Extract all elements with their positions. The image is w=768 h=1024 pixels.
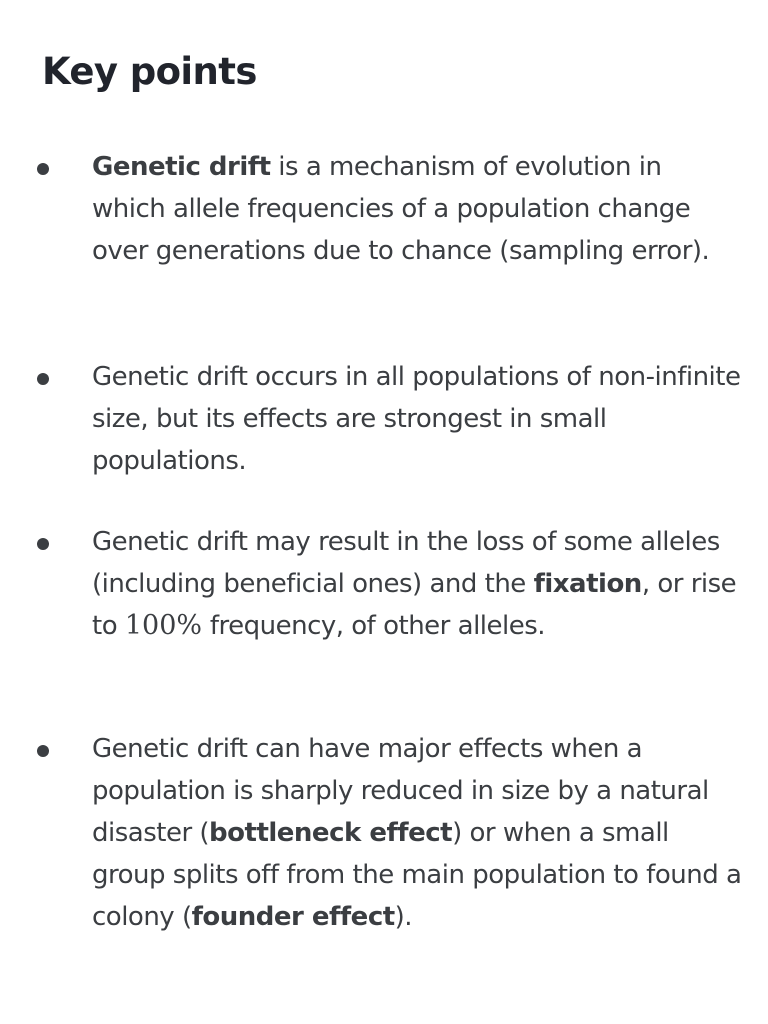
key-point-text [92,521,742,647]
bold-term: Genetic drift [92,152,271,182]
text-segment: ) or when a small group splits off from the main population to found a colony ( [92,818,742,932]
bullet-icon [37,373,49,385]
text-segment: is a mechanism of evolution in which allele frequencies of a population change over generations due to chance (sampling error). [92,152,710,266]
bold-term: fixation [533,569,642,599]
math-value: 100% [124,610,203,641]
key-point-text [92,728,742,938]
text-segment: Genetic drift may result in the loss of some alleles (including beneficial ones) and the [92,527,720,599]
text-segment: Genetic drift can have major effects when a population is sharply reduced in size by a natural disaster ( [92,734,709,848]
bold-term: bottleneck effect [209,818,453,848]
text-segment: frequency, of other alleles. [202,611,546,641]
page-title: Key points [42,50,257,93]
text-segment: ). [394,902,413,932]
bullet-icon [37,163,49,175]
text-segment: Genetic drift occurs in all populations of non-infinite size, but its effects are strongest in small populations. [92,362,741,476]
bullet-icon [37,538,49,550]
key-point-text [92,146,742,272]
bold-term: founder effect [191,902,395,932]
key-point-text [92,356,742,482]
bullet-icon [37,745,49,757]
text-segment: , or rise to [92,569,737,641]
